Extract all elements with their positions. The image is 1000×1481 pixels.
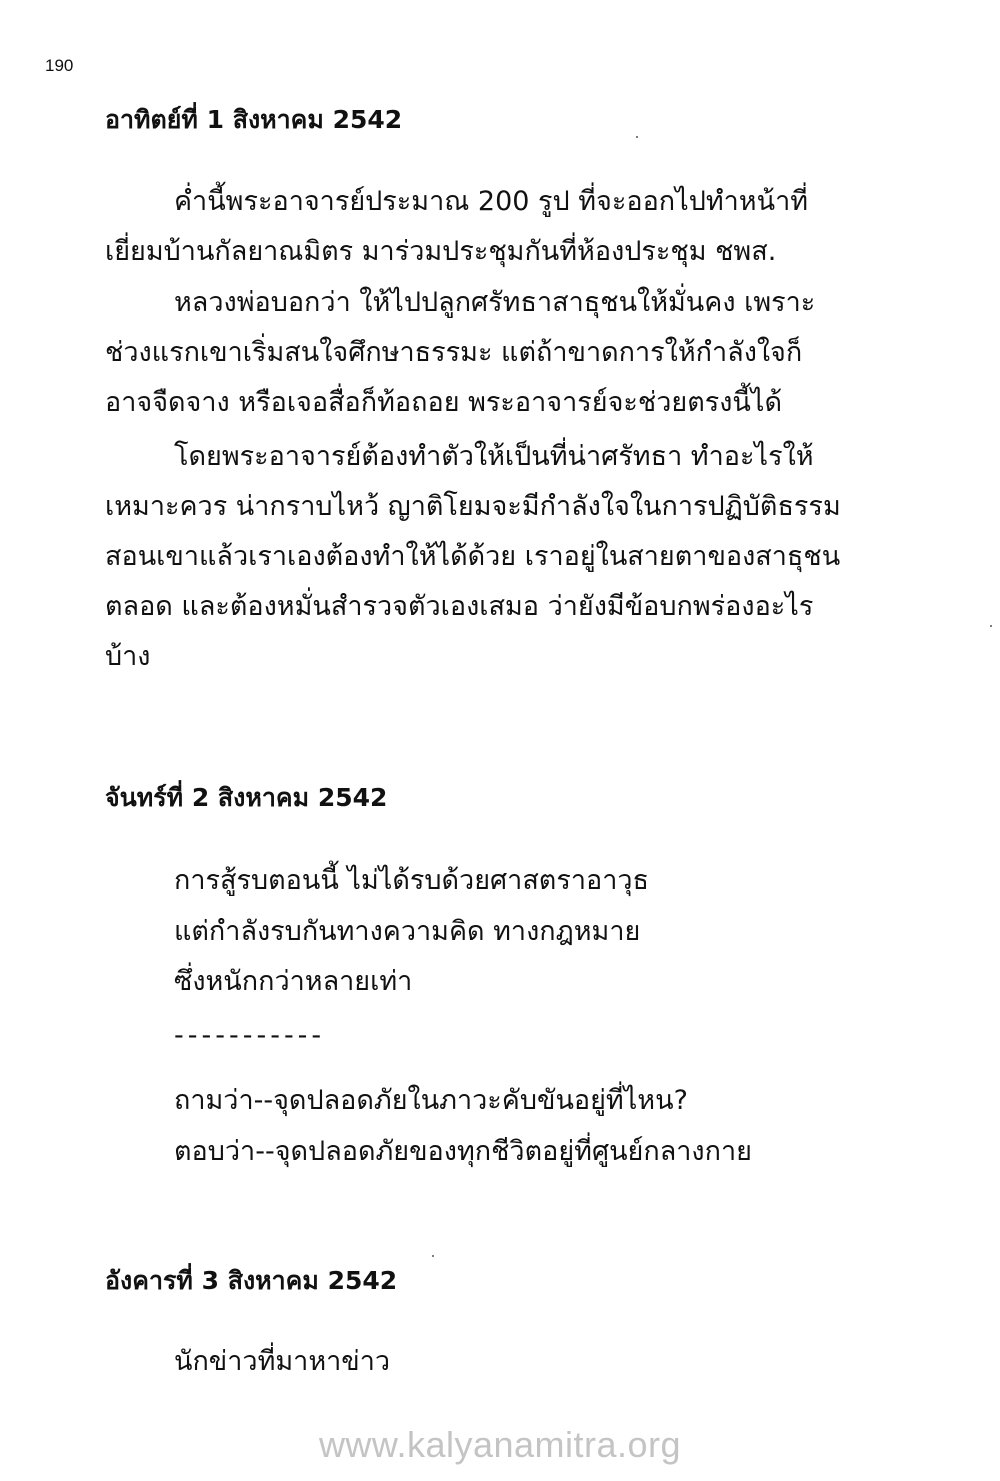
paragraph-line: สอนเขาแล้วเราเองต้องทำให้ได้ด้วย เราอยู่ในสายตาของสาธุชน	[105, 541, 841, 572]
paragraph-line: การสู้รบตอนนี้ ไม่ได้รบด้วยศาสตราอาวุธ	[174, 865, 650, 896]
scan-speck	[636, 136, 638, 138]
paragraph-line: เยี่ยมบ้านกัลยาณมิตร มาร่วมประชุมกันที่ห้องประชุม ชพส.	[105, 236, 777, 267]
paragraph-line: อาจจืดจาง หรือเจอสื่อก็ท้อถอย พระอาจารย์จะช่วยตรงนี้ได้	[105, 387, 783, 418]
paragraph-line: นักข่าวที่มาหาข่าว	[174, 1346, 391, 1377]
paragraph-line: โดยพระอาจารย์ต้องทำตัวให้เป็นที่น่าศรัทธา ทำอะไรให้	[174, 441, 814, 472]
answer-line: ตอบว่า--จุดปลอดภัยของทุกชีวิตอยู่ที่ศูนย์กลางกาย	[174, 1136, 752, 1167]
paragraph-line: ช่วงแรกเขาเริ่มสนใจศึกษาธรรมะ แต่ถ้าขาดการให้กำลังใจก็	[105, 337, 803, 368]
paragraph-line: ซึ่งหนักกว่าหลายเท่า	[174, 966, 413, 997]
section-heading: อังคารที่ 3 สิงหาคม 2542	[105, 1266, 398, 1295]
paragraph-line: แต่กำลังรบกันทางความคิด ทางกฎหมาย	[174, 916, 641, 947]
question-line: ถามว่า--จุดปลอดภัยในภาวะคับขันอยู่ที่ไหน?	[174, 1085, 688, 1116]
paragraph-line: หลวงพ่อบอกว่า ให้ไปปลูกศรัทธาสาธุชนให้มั่นคง เพราะ	[174, 287, 816, 318]
watermark: www.kalyanamitra.org	[318, 1424, 682, 1465]
paragraph-line: เหมาะควร น่ากราบไหว้ ญาติโยมจะมีกำลังใจในการปฏิบัติธรรม	[105, 491, 841, 522]
scan-speck	[432, 1255, 434, 1257]
section-heading: อาทิตย์ที่ 1 สิงหาคม 2542	[105, 105, 403, 134]
separator-line: -----------	[174, 1020, 326, 1051]
paragraph-line: บ้าง	[105, 641, 151, 672]
section-heading: จันทร์ที่ 2 สิงหาคม 2542	[105, 783, 388, 812]
paragraph-line: ตลอด และต้องหมั่นสำรวจตัวเองเสมอ ว่ายังมีข้อบกพร่องอะไร	[105, 591, 814, 622]
paragraph-line: ค่ำนี้พระอาจารย์ประมาณ 200 รูป ที่จะออกไปทำหน้าที่	[174, 186, 809, 217]
page-number: 190	[45, 56, 74, 75]
scan-speck	[990, 625, 992, 627]
